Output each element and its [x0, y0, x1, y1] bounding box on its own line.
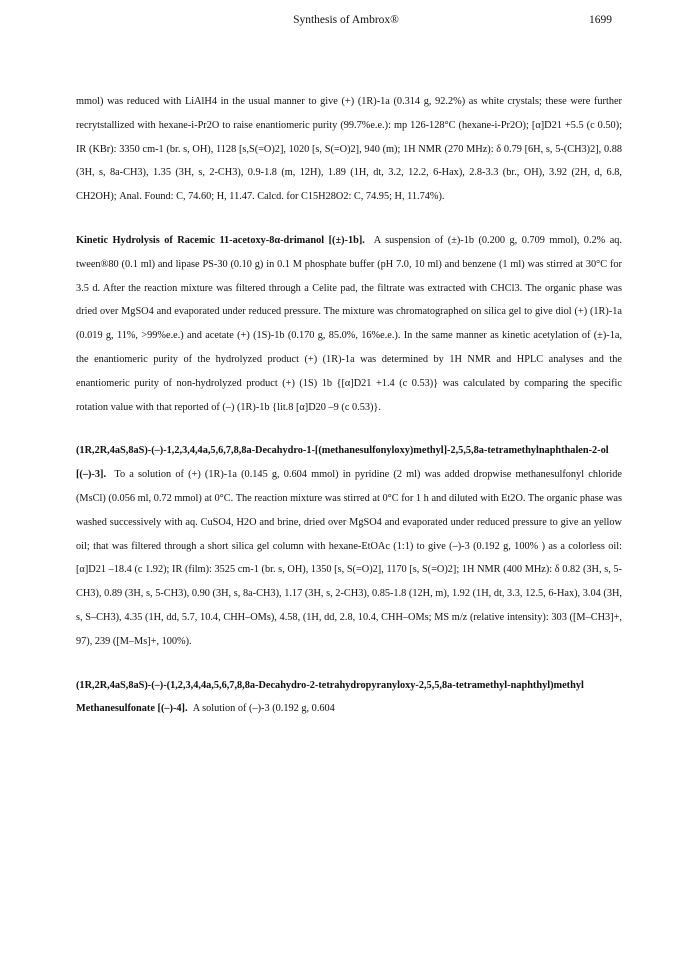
paragraph-text: mmol) was reduced with LiAlH4 in the usual manner to give (+) (1R)-1a (0.314 g, 92.2%) as white crystals; these were further recrytstallized with hexane-i-Pr2O to raise enantiomeric purity (99.7%e.e.): mp 126-128°C (hexane-i-Pr2O); [α]D21 +5.5 (c 0.50); IR (KBr): 3350 cm-1 (br. s, OH), 1128 [s,S(=O)2], 1020 [s, S(=O)2], 940 (m); 1H NMR (270 MHz): δ 0.79 [6H, s, 5-(CH3)2], 0.88 (3H, s, 8a-CH3), 1.35 (3H, s, 2-CH3), 0.9-1.8 (m, 12H), 1.89 (1H, dt, 3.2, 12.2, 6-Hax), 2.8-3.3 (br., OH), 3.92 (2H, d, 6.8, CH2OH); Anal. Found: C, 74.60; H, 11.47. Calcd. for C15H28O2: C, 74.95; H, 11.74%). — [76, 96, 622, 203]
paragraph-text: A suspension of (±)-1b (0.200 g, 0.709 mmol), 0.2% aq. tween®80 (0.1 ml) and lipase PS-30 (0.10 g) in 0.1 M phosphate buffer (pH 7.0, 10 ml) and benzene (1 ml) was stirred at 30°C for 3.5 d. After the reaction mixture was filtered through a Celite pad, the filtrate was extracted with CHCl3. The organic phase was dried over MgSO4 and evaporated under reduced pressure. The mixture was chromatographed on silica gel to give diol (+) (1R)-1a (0.019 g, 11%, >99%e.e.) and acetate (+) (1S)-1b (0.170 g, 85.0%, 16%e.e.). In the same manner as kinetic acetylation of (±)-1a, the enantiomeric purity of the hydrolyzed product (+) (1R)-1a was determined by 1H NMR and HPLC analyses and the enantiomeric purity of non-hydrolyzed product (+) (1S) 1b {[α]D21 +1.4 (c 0.53)} was calculated by comparing the specific rotation value with that reported of (–) (1R)-1b {lit.8 [α]D20 –9 (c 0.53)}. — [76, 234, 623, 413]
page-number: 1699 — [589, 14, 612, 26]
section-heading: (1R,2R,4aS,8aS)-(–)-(1,2,3,4,4a,5,6,7,8,8a-Decahydro-2-tetrahydropyranyloxy-2,5,5,8a-tetramethyl-naphthyl)methyl Methanesulfonate [(–)-4]. — [76, 679, 584, 715]
page-header — [0, 14, 692, 32]
body-text — [76, 90, 622, 721]
paragraph-text: A solution of (–)-3 (0.192 g, 0.604 — [192, 703, 335, 715]
paragraph-text: To a solution of (+) (1R)-1a (0.145 g, 0.604 mmol) in pyridine (2 ml) was added dropwise methanesulfonyl chloride (MsCl) (0.056 ml, 0.72 mmol) at 0°C. The reaction mixture was stirred at 0°C for 1 h and diluted with Et2O. The organic phase was washed successively with aq. CuSO4, H2O and brine, dried over MgSO4 and evaporated under reduced pressure to give an yellow oil; that was filtered through a short silica gel column with hexane-EtOAc (1:1) to give (–)-3 (0.192 g, 100% ) as a colorless oil: [α]D21 –18.4 (c 1.92); IR (film): 3525 cm-1 (br. s, OH), 1350 [s, S(=O)2], 1170 [s, S(=O)2]; 1H NMR (400 MHz): δ 0.82 (3H, s, 5-CH3), 0.89 (3H, s, 5-CH3), 0.90 (3H, s, 8a-CH3), 1.17 (3H, s, 2-CH3), 0.85-1.8 (12H, m), 1.92 (1H, dt, 3.3, 12.5, 6-Hax), 3.04 (3H, s, S–CH3), 4.35 (1H, dd, 5.7, 10.4, CHH–OMs), 4.58, (1H, dd, 2.8, 10.4, CHH–OMs; MS m/z (relative intensity): 303 ([M–CH3]+, 97), 239 ([M–Ms]+, 100%). — [76, 469, 622, 647]
paragraph-kinetic-hydrolysis — [76, 229, 622, 419]
paragraph-compound-3 — [76, 439, 622, 653]
running-title: Synthesis of Ambrox® — [293, 14, 399, 26]
section-heading: (1R,2R,4aS,8aS)-(–)-1,2,3,4,4a,5,6,7,8,8a-Decahydro-1-[(methanesulfonyloxy)methyl]-2,5,5,8a-tetramethylnaphthalen-2-ol [(–)-3]. — [76, 445, 609, 481]
section-heading: Kinetic Hydrolysis of Racemic 11-acetoxy-8α-drimanol [(±)-1b]. — [76, 234, 365, 246]
paragraph-continuation — [76, 90, 622, 209]
paragraph-compound-4 — [76, 674, 622, 722]
